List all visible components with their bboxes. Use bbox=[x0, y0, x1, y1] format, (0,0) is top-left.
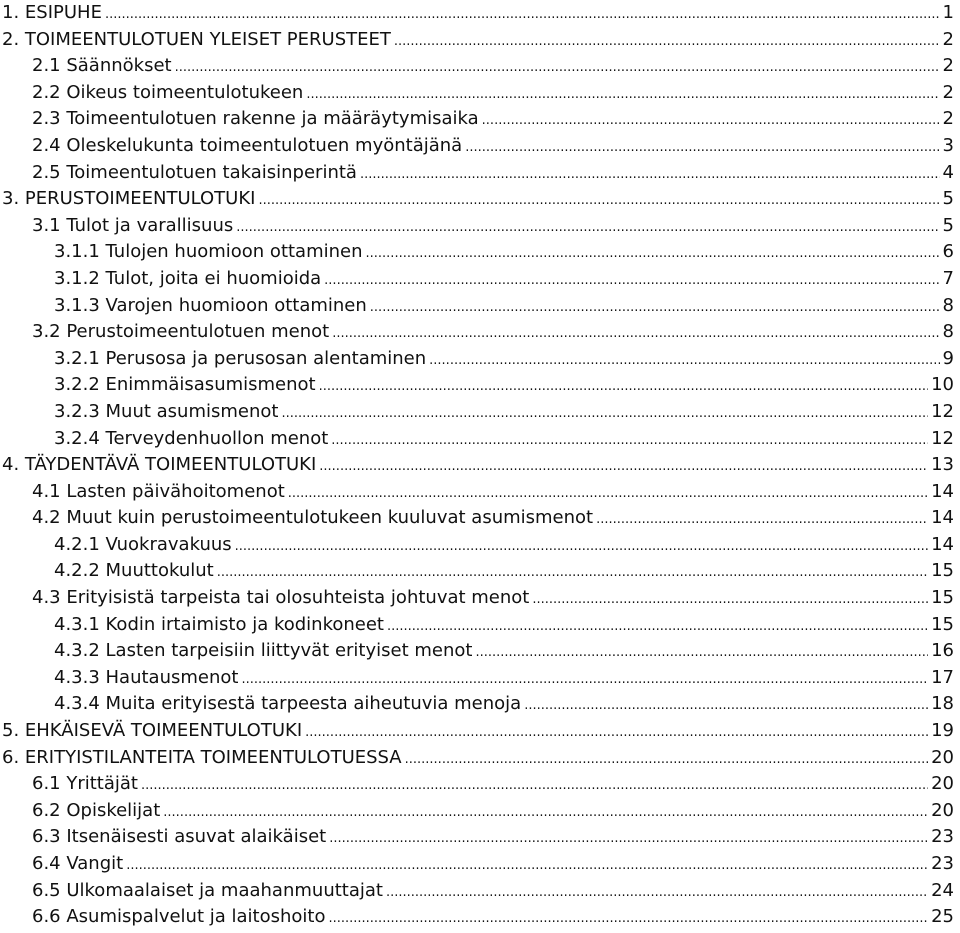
toc-entry-page-number: 9 bbox=[942, 347, 954, 369]
toc-entry-title: 4.3.1 Kodin irtaimisto ja kodinkoneet bbox=[54, 613, 384, 635]
toc-entry[interactable] bbox=[0, 293, 960, 320]
toc-dot-leader bbox=[331, 428, 928, 455]
toc-entry[interactable] bbox=[0, 27, 960, 54]
toc-entry[interactable] bbox=[0, 824, 960, 851]
toc-dot-leader bbox=[163, 800, 928, 827]
toc-dot-leader bbox=[475, 640, 928, 667]
toc-entry-page-number: 24 bbox=[931, 879, 954, 901]
toc-entry-title: 3.1.3 Varojen huomioon ottaminen bbox=[54, 294, 367, 316]
toc-dot-leader bbox=[329, 826, 928, 853]
toc-entry[interactable] bbox=[0, 426, 960, 453]
toc-dot-leader bbox=[288, 481, 928, 508]
toc-entry-title: 3.1.2 Tulot, joita ei huomioida bbox=[54, 267, 322, 289]
toc-dot-leader bbox=[394, 29, 940, 56]
toc-entry-page-number: 6 bbox=[942, 241, 954, 263]
toc-entry[interactable] bbox=[0, 904, 960, 931]
toc-entry-title: 2.4 Oleskelukunta toimeentulotuen myöntäjänä bbox=[32, 134, 463, 156]
toc-entry[interactable] bbox=[0, 771, 960, 798]
toc-entry[interactable] bbox=[0, 558, 960, 585]
toc-entry-title: 6.6 Asumispalvelut ja laitoshoito bbox=[32, 906, 326, 928]
toc-entry[interactable] bbox=[0, 665, 960, 692]
toc-entry-page-number: 13 bbox=[931, 454, 954, 476]
toc-entry[interactable] bbox=[0, 505, 960, 532]
toc-entry[interactable] bbox=[0, 798, 960, 825]
toc-entry[interactable] bbox=[0, 106, 960, 133]
toc-entry-page-number: 10 bbox=[931, 374, 954, 396]
toc-dot-leader bbox=[360, 162, 940, 189]
toc-dot-leader bbox=[258, 188, 939, 215]
toc-entry-page-number: 8 bbox=[942, 321, 954, 343]
toc-entry[interactable] bbox=[0, 266, 960, 293]
toc-entry[interactable] bbox=[0, 851, 960, 878]
toc-dot-leader bbox=[370, 295, 940, 322]
toc-dot-leader bbox=[524, 693, 928, 720]
toc-entry[interactable] bbox=[0, 213, 960, 240]
toc-entry-page-number: 5 bbox=[942, 188, 954, 210]
toc-entry-title: 4. TÄYDENTÄVÄ TOIMEENTULOTUKI bbox=[2, 454, 317, 476]
toc-entry-page-number: 12 bbox=[931, 400, 954, 422]
toc-entry-page-number: 14 bbox=[931, 480, 954, 502]
toc-entry[interactable] bbox=[0, 53, 960, 80]
toc-dot-leader bbox=[281, 401, 928, 428]
toc-entry[interactable] bbox=[0, 745, 960, 772]
toc-entry-page-number: 15 bbox=[931, 587, 954, 609]
toc-dot-leader bbox=[482, 108, 940, 135]
toc-entry-title: 2.5 Toimeentulotuen takaisinperintä bbox=[32, 161, 357, 183]
toc-entry-title: 3.2.1 Perusosa ja perusosan alentaminen bbox=[54, 347, 427, 369]
toc-entry-page-number: 18 bbox=[931, 693, 954, 715]
toc-entry[interactable] bbox=[0, 399, 960, 426]
toc-entry-title: 3.2.4 Terveydenhuollon menot bbox=[54, 427, 329, 449]
toc-dot-leader bbox=[405, 747, 928, 774]
toc-entry-title: 6.5 Ulkomaalaiset ja maahanmuuttajat bbox=[32, 879, 383, 901]
toc-entry-page-number: 23 bbox=[931, 853, 954, 874]
toc-entry[interactable] bbox=[0, 80, 960, 107]
toc-entry-page-number: 20 bbox=[931, 799, 954, 821]
toc-dot-leader bbox=[235, 534, 928, 561]
toc-dot-leader bbox=[319, 454, 928, 481]
toc-entry-page-number: 4 bbox=[942, 161, 954, 183]
toc-entry-page-number: 2 bbox=[942, 55, 954, 77]
toc-entry-title: 6. ERITYISTILANTEITA TOIMEENTULOTUESSA bbox=[2, 746, 402, 768]
toc-dot-leader bbox=[306, 82, 939, 109]
toc-dot-leader bbox=[596, 507, 928, 534]
toc-entry-title: 3.1.1 Tulojen huomioon ottaminen bbox=[54, 241, 363, 263]
toc-dot-leader bbox=[319, 374, 928, 401]
toc-dot-leader bbox=[217, 560, 928, 587]
toc-dot-leader bbox=[236, 215, 939, 242]
toc-entry[interactable] bbox=[0, 160, 960, 187]
toc-entry-title: 2.1 Säännökset bbox=[32, 55, 172, 77]
toc-entry-page-number: 20 bbox=[931, 773, 954, 795]
toc-entry-page-number: 3 bbox=[942, 134, 954, 156]
toc-entry-title: 4.2 Muut kuin perustoimeentulotukeen kuuluvat asumismenot bbox=[32, 507, 594, 529]
toc-entry-page-number: 23 bbox=[931, 826, 954, 848]
toc-entry[interactable] bbox=[0, 612, 960, 639]
toc-entry-title: 1. ESIPUHE bbox=[2, 2, 102, 23]
toc-entry-title: 3. PERUSTOIMEENTULOTUKI bbox=[2, 188, 256, 210]
toc-entry-page-number: 16 bbox=[931, 640, 954, 662]
toc-entry[interactable] bbox=[0, 372, 960, 399]
toc-entry-title: 2.2 Oikeus toimeentulotukeen bbox=[32, 81, 304, 103]
toc-entry-page-number: 19 bbox=[931, 720, 954, 742]
toc-entry-title: 4.2.1 Vuokravakuus bbox=[54, 533, 232, 555]
toc-dot-leader bbox=[429, 348, 939, 375]
toc-entry-title: 3.2 Perustoimeentulotuen menot bbox=[32, 321, 330, 343]
toc-entry-title: 2.3 Toimeentulotuen rakenne ja määräytymisaika bbox=[32, 108, 479, 130]
toc-dot-leader bbox=[141, 773, 928, 800]
toc-entry-page-number: 2 bbox=[942, 28, 954, 50]
toc-entry-title: 4.3.2 Lasten tarpeisiin liittyvät erityiset menot bbox=[54, 640, 473, 662]
toc-entry[interactable] bbox=[0, 691, 960, 718]
toc-entry-page-number: 5 bbox=[942, 214, 954, 236]
toc-entry-title: 6.4 Vangit bbox=[32, 853, 124, 874]
toc-dot-leader bbox=[532, 587, 928, 614]
toc-entry-title: 4.1 Lasten päivähoitomenot bbox=[32, 480, 285, 502]
toc-dot-leader bbox=[465, 135, 939, 162]
toc-entry-title: 2. TOIMEENTULOTUEN YLEISET PERUSTEET bbox=[2, 28, 391, 50]
toc-entry-page-number: 1 bbox=[942, 2, 954, 23]
toc-entry-page-number: 2 bbox=[942, 108, 954, 130]
toc-entry-title: 4.3 Erityisistä tarpeista tai olosuhteista johtuvat menot bbox=[32, 587, 530, 609]
toc-dot-leader bbox=[386, 880, 928, 907]
toc-entry-page-number: 17 bbox=[931, 666, 954, 688]
toc-entry-page-number: 25 bbox=[931, 906, 954, 928]
toc-entry-page-number: 15 bbox=[931, 613, 954, 635]
toc-entry-title: 6.2 Opiskelijat bbox=[32, 799, 161, 821]
toc-entry[interactable] bbox=[0, 638, 960, 665]
toc-entry[interactable] bbox=[0, 133, 960, 160]
toc-entry-page-number: 2 bbox=[942, 81, 954, 103]
toc-entry[interactable] bbox=[0, 585, 960, 612]
toc-entry-page-number: 14 bbox=[931, 507, 954, 529]
toc-dot-leader bbox=[366, 241, 940, 268]
toc-entry-title: 3.2.3 Muut asumismenot bbox=[54, 400, 279, 422]
toc-entry[interactable] bbox=[0, 319, 960, 346]
toc-entry-title: 3.1 Tulot ja varallisuus bbox=[32, 214, 234, 236]
toc-dot-leader bbox=[387, 614, 928, 641]
toc-entry[interactable] bbox=[0, 239, 960, 266]
toc-dot-leader bbox=[332, 321, 939, 348]
toc-entry-page-number: 7 bbox=[942, 267, 954, 289]
toc-entry[interactable] bbox=[0, 878, 960, 905]
toc-dot-leader bbox=[175, 55, 940, 82]
toc-entry-page-number: 15 bbox=[931, 560, 954, 582]
toc-entry[interactable] bbox=[0, 532, 960, 559]
toc-entry-page-number: 8 bbox=[942, 294, 954, 316]
toc-entry[interactable] bbox=[0, 346, 960, 373]
toc-entry-title: 3.2.2 Enimmäisasumismenot bbox=[54, 374, 316, 396]
toc-dot-leader bbox=[241, 667, 928, 694]
toc-dot-leader bbox=[305, 720, 928, 747]
toc-entry-page-number: 20 bbox=[931, 746, 954, 768]
toc-entry-title: 4.3.4 Muita erityisestä tarpeesta aiheutuvia menoja bbox=[54, 693, 522, 715]
toc-entry[interactable] bbox=[0, 718, 960, 745]
toc-entry-title: 5. EHKÄISEVÄ TOIMEENTULOTUKI bbox=[2, 720, 303, 742]
toc-entry-title: 6.1 Yrittäjät bbox=[32, 773, 138, 795]
toc-dot-leader bbox=[324, 268, 939, 295]
toc-entry-title: 4.2.2 Muuttokulut bbox=[54, 560, 214, 582]
toc-entry-page-number: 14 bbox=[931, 533, 954, 555]
toc-entry[interactable] bbox=[0, 0, 960, 27]
toc-entry[interactable] bbox=[0, 479, 960, 506]
toc-dot-leader bbox=[126, 853, 928, 880]
toc-entry-title: 6.3 Itsenäisesti asuvat alaikäiset bbox=[32, 826, 327, 848]
toc-entry-title: 4.3.3 Hautausmenot bbox=[54, 666, 239, 688]
toc-entry[interactable] bbox=[0, 452, 960, 479]
toc-entry[interactable] bbox=[0, 186, 960, 213]
toc-entry-page-number: 12 bbox=[931, 427, 954, 449]
toc-dot-leader bbox=[105, 2, 940, 29]
